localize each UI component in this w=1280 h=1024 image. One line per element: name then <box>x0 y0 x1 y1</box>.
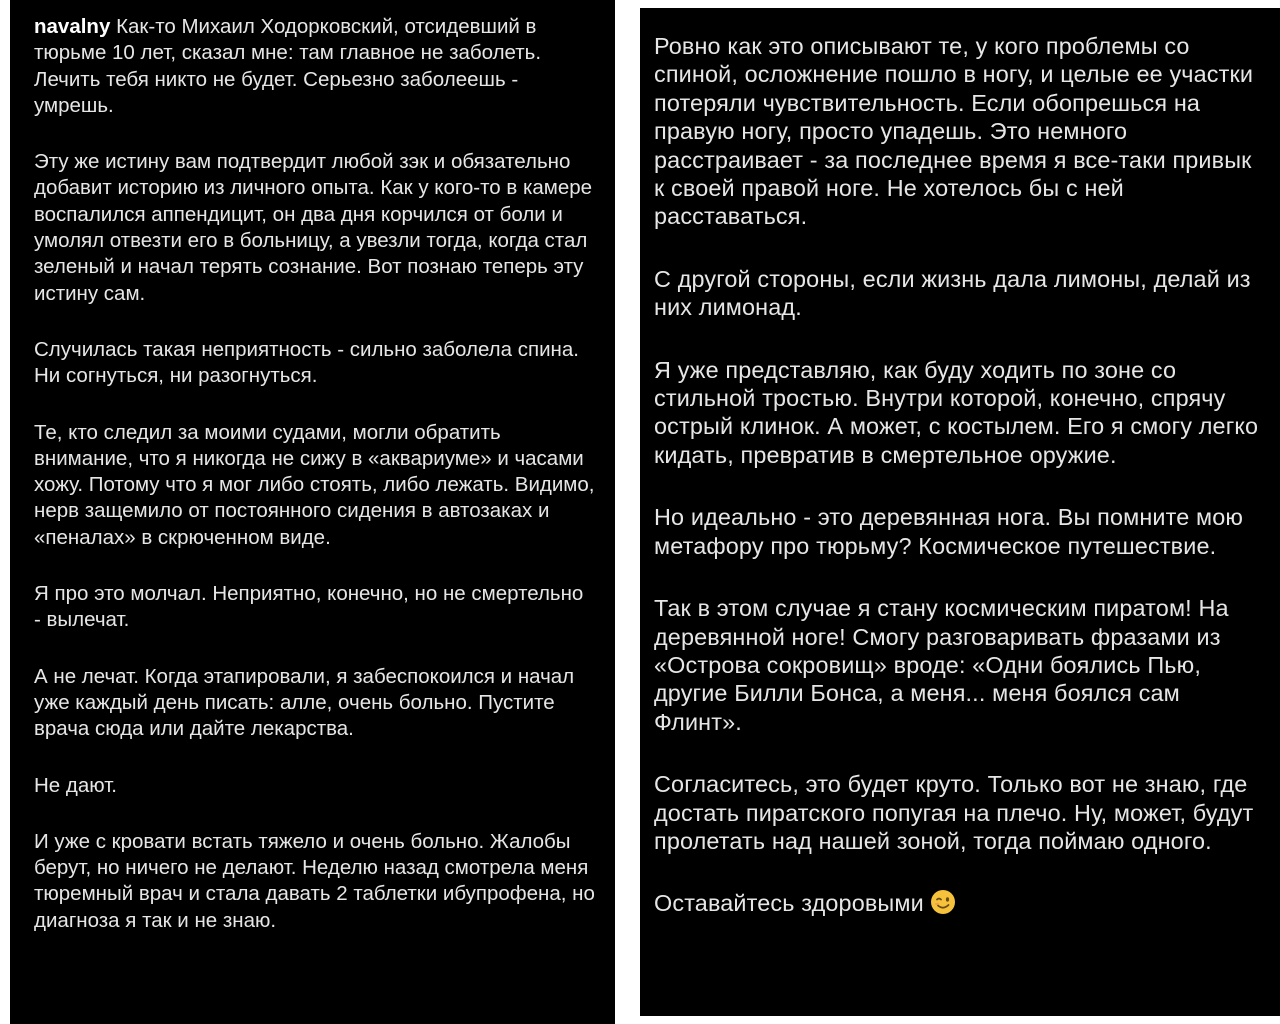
caption-paragraph: Так в этом случае я стану космическим пиратом! На деревянной ноге! Смогу разговаривать фразами из «Острова сокровищ» вроде: «Одни боялись Пью, другие Билли Бонса, а меня... меня боялся сам Флинт». <box>654 595 1229 735</box>
caption-paragraph: Я про это молчал. Неприятно, конечно, но не смертельно - вылечат. <box>34 582 584 632</box>
caption-panel-left <box>10 0 615 1024</box>
caption-closing <box>654 889 1266 921</box>
caption-paragraph: Я уже представляю, как буду ходить по зоне со стильной тростью. Внутри которой, конечно, спрячу острый клинок. А может, с костылем. Его я смогу легко кидать, превратив в смертельное оружие. <box>654 356 1259 468</box>
winking-face-icon <box>930 889 956 921</box>
caption-paragraph: Те, кто следил за моими судами, могли обратить внимание, что я никогда не сижу в «аквариуме» и часами хожу. Потому что я мог либо стоять, либо лежать. Видимо, нерв защемило от постоянного сидения в автозаках и «пеналах» в скрюченном виде. <box>34 420 595 549</box>
caption-paragraph: А не лечат. Когда этапировали, я забеспокоился и начал уже каждый день писать: алле, очень больно. Пустите врача сюда или дайте лекарства. <box>34 664 575 741</box>
caption-paragraph: Случилась такая неприятность - сильно заболела спина. Ни согнуться, ни разогнуться. <box>34 337 579 388</box>
caption-paragraph <box>34 14 595 119</box>
caption-paragraph: Ровно как это описывают те, у кого проблемы со спиной, осложнение пошло в ногу, и целые ее участки потеряли чувствительность. Если обопрешься на правую ногу, просто упадешь. Это немного расстраивает - за последнее время я все-таки привык к своей правой ноге. Не хотелось бы с ней расставаться. <box>654 33 1254 230</box>
caption-paragraph: Согласитесь, это будет круто. Только вот не знаю, где достать пиратского попугая на плечо. Ну, может, будут пролетать над нашей зоной, тогда поймаю одного. <box>654 771 1254 854</box>
caption-paragraph: Эту же истину вам подтвердит любой зэк и обязательно добавит историю из личного опыта. Как у кого-то в камере воспалился аппендицит, он два дня корчился от боли и умолял отвезти его в больницу, а увезли тогда, когда стал зеленый и начал терять сознание. Вот познаю теперь эту истину сам. <box>34 150 593 305</box>
caption-paragraph: Но идеально - это деревянная нога. Вы помните мою метафору про тюрьму? Космическое путешествие. <box>654 504 1244 559</box>
caption-paragraph: С другой стороны, если жизнь дала лимоны, делай из них лимонад. <box>654 265 1251 321</box>
closing-text: Оставайтесь здоровыми <box>654 890 924 917</box>
caption-panel-right <box>640 8 1280 1016</box>
caption-text: Как-то Михаил Ходорковский, отсидевший в тюрьме 10 лет, сказал мне: там главное не заболеть. Лечить тебя никто не будет. Серьезно заболеешь - умрешь. <box>34 15 542 117</box>
username-link[interactable]: navalny <box>34 15 111 38</box>
caption-paragraph: И уже с кровати встать тяжело и очень больно. Жалобы берут, но ничего не делают. Неделю назад смотрела меня тюремный врач и стала давать 2 таблетки ибупрофена, но диагноза я так и не знаю. <box>34 829 595 932</box>
caption-paragraph: Не дают. <box>34 773 118 797</box>
